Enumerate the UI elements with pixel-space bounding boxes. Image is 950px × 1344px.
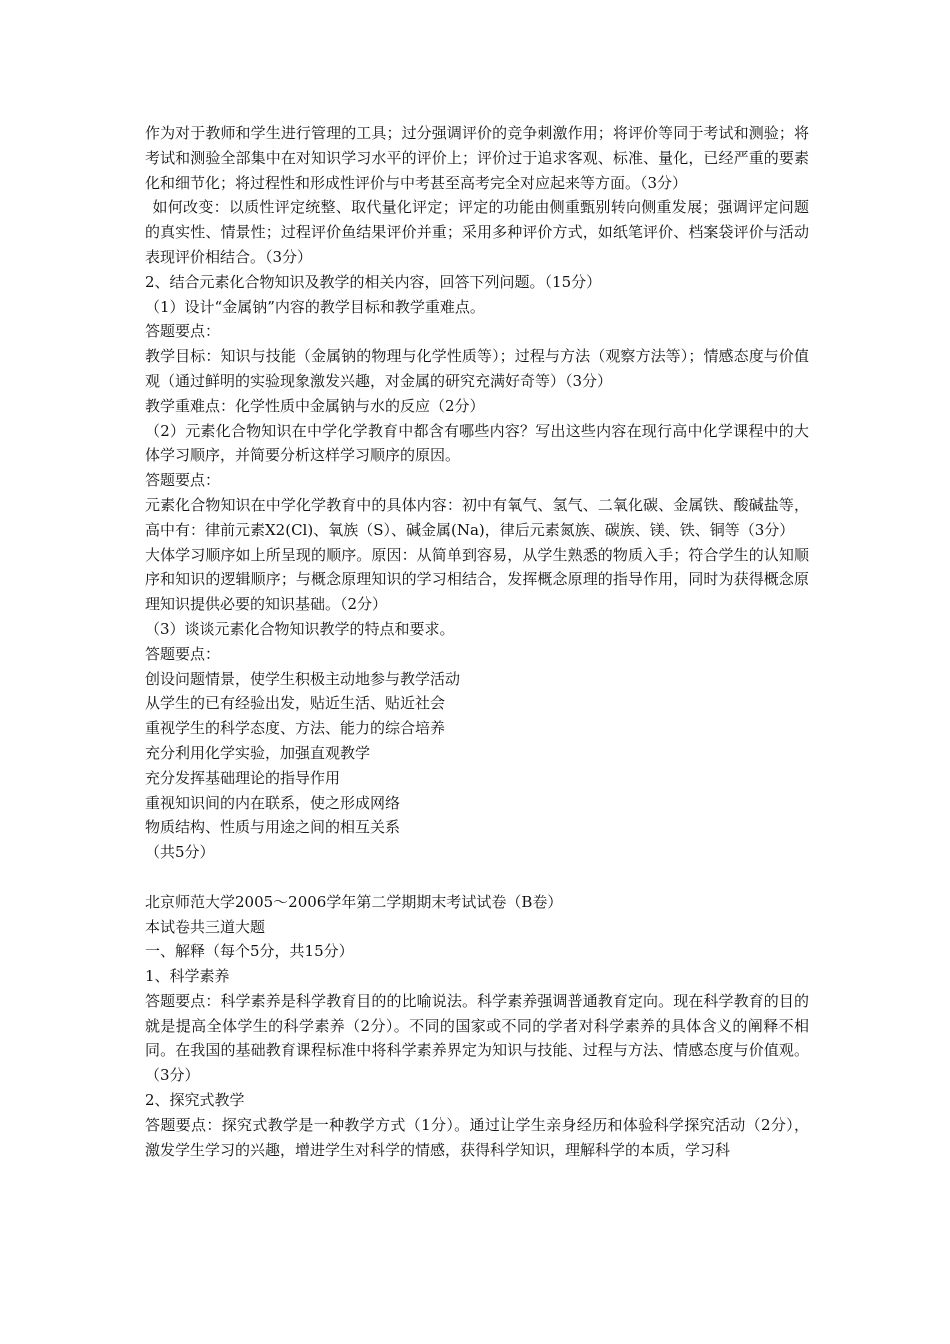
term-1-heading: 1、科学素养 [145, 967, 230, 986]
term-2-answer: 答题要点：探究式教学是一种教学方式（1分）。通过让学生亲身经历和体验科学探究活动（2分），激发学生学习的兴趣，增进学生对科学的情感，获得科学知识，理解科学的本质，学习科 [145, 1115, 809, 1159]
list-item: 重视学生的科学态度、方法、能力的综合培养 [145, 719, 446, 738]
question-2-2: （2）元素化合物知识在中学化学教育中都含有哪些内容？写出这些内容在现行高中化学课程中的大体学习顺序，并简要分析这样学习顺序的原因。 [145, 421, 809, 465]
evaluation-change-paragraph: 如何改变：以质性评定统整、取代量化评定；评定的功能由侧重甄别转向侧重发展；强调评定问题的真实性、情景性；过程评价鱼结果评价并重；采用多种评价方式，如纸笔评价、档案袋评价与活动表现评价相结合。（3分） [145, 198, 809, 266]
term-2-heading: 2、探究式教学 [145, 1091, 245, 1110]
teaching-key-points-paragraph: 教学重难点：化学性质中金属钠与水的反应（2分） [145, 396, 485, 415]
exam-title: 北京师范大学2005～2006学年第二学期期末考试试卷（B卷） [145, 892, 563, 911]
evaluation-problems-paragraph: 作为对于教师和学生进行管理的工具；过分强调评价的竞争刺激作用；将评价等同于考试和测验；将考试和测验全部集中在对知识学习水平的评价上；评价过于追求客观、标准、量化，已经严重的要素化和细节化；将过程性和形成性评价与中考甚至高考完全对应起来等方面。（3分） [145, 124, 809, 192]
part-1-heading: 一、解释（每个5分，共15分） [145, 942, 354, 961]
question-2-heading: 2、结合元素化合物知识及教学的相关内容，回答下列问题。（15分） [145, 272, 602, 291]
blank-line [145, 865, 809, 890]
exam-note: 本试卷共三道大题 [145, 917, 266, 936]
answer-label: 答题要点： [145, 322, 221, 341]
list-item: 物质结构、性质与用途之间的相互关系 [145, 818, 401, 837]
learning-order-paragraph: 大体学习顺序如上所呈现的顺序。原因：从简单到容易，从学生熟悉的物质入手；符合学生的认知顺序和知识的逻辑顺序；与概念原理知识的学习相结合，发挥概念原理的指导作用，同时为获得概念原理知识提供必要的知识基础。（2分） [145, 545, 809, 614]
element-content-paragraph: 元素化合物知识在中学化学教育中的具体内容：初中有氧气、氢气、二氧化碳、金属铁、酸碱盐等，高中有：律前元素X2(Cl)、氧族（S）、碱金属(Na)，律后元素氮族、碳族、镁、铁、铜等（3分） [145, 495, 809, 539]
document-page [145, 121, 809, 1162]
term-1-answer: 答题要点：科学素养是科学教育目的的比喻说法。科学素养强调普通教育定向。现在科学教育的目的就是提高全体学生的科学素养（2分）。不同的国家或不同的学者对科学素养的具体含义的阐释不相同。在我国的基础教育课程标准中将科学素养界定为知识与技能、过程与方法、情感态度与价值观。（3分） [145, 991, 809, 1085]
list-item: 充分利用化学实验，加强直观教学 [145, 743, 371, 762]
list-item: 创设问题情景，使学生积极主动地参与教学活动 [145, 669, 461, 688]
answer-label: 答题要点： [145, 644, 221, 663]
list-item: 重视知识间的内在联系，使之形成网络 [145, 793, 401, 812]
total-score-note: （共5分） [145, 843, 215, 862]
list-item: 充分发挥基础理论的指导作用 [145, 768, 341, 787]
question-2-3: （3）谈谈元素化合物知识教学的特点和要求。 [145, 619, 455, 638]
question-2-1: （1）设计“金属钠”内容的教学目标和教学重难点。 [145, 297, 485, 316]
list-item: 从学生的已有经验出发，贴近生活、贴近社会 [145, 694, 446, 713]
teaching-goal-paragraph: 教学目标：知识与技能（金属钠的物理与化学性质等）；过程与方法（观察方法等）；情感态度与价值观（通过鲜明的实验现象激发兴趣，对金属的研究充满好奇等）（3分） [145, 347, 809, 390]
answer-label: 答题要点： [145, 471, 221, 490]
